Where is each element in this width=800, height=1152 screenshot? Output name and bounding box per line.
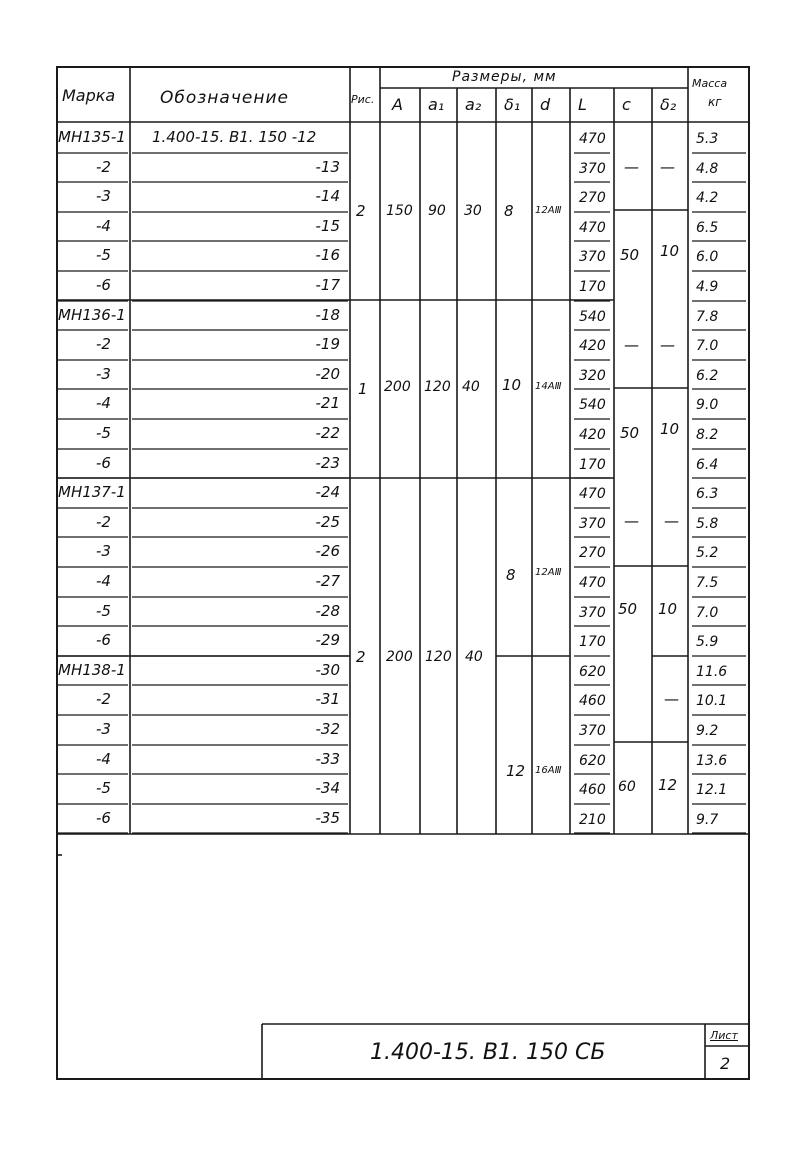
row-marka: -5	[96, 246, 111, 265]
row-oboznachenie: -32	[315, 720, 340, 738]
row-length: 420	[579, 427, 606, 443]
group-ris: 2	[356, 202, 366, 220]
row-oboznachenie: -31	[315, 690, 340, 709]
row-massa: 9.2	[696, 723, 719, 739]
row-massa: 7.8	[696, 308, 719, 325]
row-marka: -6	[96, 631, 111, 650]
row-oboznachenie: -19	[315, 335, 340, 354]
group-d: 14АⅢ	[535, 381, 562, 392]
row-oboznachenie: -27	[315, 572, 340, 590]
header-marka: Марка	[62, 86, 116, 105]
header-razmery: Размеры, мм	[452, 69, 557, 85]
row-oboznachenie: -29	[315, 631, 340, 650]
row-marka: -5	[96, 601, 111, 620]
row-marka: -6	[96, 276, 111, 294]
group-delta2: 10	[658, 600, 678, 618]
row-oboznachenie: -34	[315, 779, 340, 798]
group-c-top: —	[624, 158, 639, 176]
row-massa: 6.3	[696, 486, 719, 503]
group-delta1: 8	[506, 566, 516, 584]
row-massa: 9.7	[696, 811, 719, 828]
row-massa: 4.9	[696, 279, 719, 295]
row-massa: 5.8	[696, 515, 719, 532]
row-length: 460	[579, 782, 606, 799]
header-massa: Масса	[692, 77, 728, 90]
group-d: 12АⅢ	[535, 567, 562, 578]
row-massa: 12.1	[696, 782, 728, 799]
row-length: 460	[579, 693, 606, 710]
row-length: 270	[579, 545, 606, 562]
row-length: 620	[579, 663, 606, 680]
header-dim-3: δ₁	[504, 95, 521, 114]
row-massa: 7.0	[696, 338, 719, 355]
row-length: 470	[579, 575, 606, 591]
group-d: 16АⅢ	[535, 765, 562, 776]
group-delta2-top: —	[660, 336, 675, 354]
row-length: 470	[579, 486, 606, 503]
row-length: 370	[579, 515, 606, 532]
row-massa: 8.2	[696, 427, 719, 443]
row-oboznachenie: -26	[315, 542, 340, 561]
header-massa-unit: кг	[708, 95, 722, 109]
row-massa: 11.6	[696, 663, 728, 680]
row-marka: -5	[96, 779, 111, 798]
row-massa: 6.2	[696, 367, 719, 384]
doc-code: 1.400-15. В1. 150 СБ	[370, 1040, 606, 1065]
row-marka: -3	[96, 542, 111, 561]
row-oboznachenie: -28	[315, 601, 340, 620]
row-length: 370	[579, 160, 606, 177]
row-marka: МН136-1	[58, 305, 126, 324]
header-dim-0: А	[392, 95, 403, 114]
group-a1: 90	[428, 203, 446, 219]
row-oboznachenie: -16	[315, 246, 340, 265]
header-ris: Рис.	[351, 93, 375, 106]
row-massa: 5.3	[696, 131, 719, 147]
row-marka: -5	[96, 424, 111, 442]
row-length: 170	[579, 279, 606, 295]
group-d: 12АⅢ	[535, 205, 562, 216]
row-marka: -4	[96, 394, 111, 413]
row-massa: 6.5	[696, 219, 719, 236]
list-label: Лист	[710, 1029, 738, 1042]
row-marka: МН137-1	[58, 483, 126, 502]
row-marka: -2	[96, 512, 111, 531]
group-a1: 120	[424, 379, 451, 395]
group-ris: 2	[356, 648, 366, 666]
row-length: 420	[579, 338, 606, 355]
group-c: 60	[618, 779, 636, 795]
row-marka: -4	[96, 572, 111, 590]
row-marka: -4	[96, 216, 111, 235]
row-length: 320	[579, 367, 606, 384]
row-marka: -3	[96, 187, 111, 206]
row-length: 270	[579, 190, 606, 207]
row-massa: 4.8	[696, 160, 719, 177]
row-massa: 4.2	[696, 190, 719, 207]
group-delta2-mid: —	[664, 690, 679, 708]
group-a: 150	[386, 203, 413, 219]
row-length: 620	[579, 752, 606, 769]
group-delta2-top: —	[660, 158, 675, 176]
header-dim-5: L	[578, 95, 587, 114]
group-a2: 40	[465, 649, 483, 665]
header-dim-1: a₁	[428, 95, 445, 114]
row-marka: -6	[96, 453, 111, 472]
row-oboznachenie: -22	[315, 424, 340, 442]
row-massa: 6.4	[696, 456, 719, 473]
row-length: 210	[579, 811, 606, 828]
header-oboznachenie: Обозначение	[160, 88, 289, 108]
row-massa: 5.9	[696, 634, 719, 651]
row-oboznachenie: -33	[315, 749, 340, 768]
group-delta2: 10	[660, 420, 680, 438]
row-marka: -2	[96, 157, 111, 176]
group-c: 50	[620, 246, 640, 264]
group-c-top: —	[624, 336, 639, 354]
list-number: 2	[720, 1054, 731, 1073]
row-marka: -3	[96, 364, 111, 383]
row-length: 170	[579, 634, 606, 651]
row-massa: 7.5	[696, 575, 719, 591]
row-length: 370	[579, 723, 606, 739]
row-oboznachenie: -15	[315, 216, 340, 235]
row-massa: 9.0	[696, 397, 719, 414]
row-length: 540	[579, 397, 606, 414]
group-a: 200	[384, 379, 411, 395]
group-delta1: 10	[502, 376, 522, 394]
group-c: 50	[620, 424, 640, 442]
row-marka: -3	[96, 720, 111, 738]
row-oboznachenie: -18	[315, 305, 340, 324]
row-oboznachenie: -23	[315, 453, 340, 472]
row-oboznachenie: 1.400-15. В1. 150 -12	[152, 128, 317, 146]
row-length: 370	[579, 604, 606, 621]
row-marka: МН138-1	[58, 660, 126, 679]
group-a2: 30	[464, 203, 482, 219]
row-length: 540	[579, 308, 606, 325]
row-massa: 13.6	[696, 752, 728, 769]
row-oboznachenie: -30	[315, 660, 340, 679]
group-c-top: —	[624, 512, 639, 530]
row-massa: 5.2	[696, 545, 719, 562]
row-marka: -2	[96, 335, 111, 354]
group-a2: 40	[462, 379, 480, 395]
row-oboznachenie: -35	[315, 808, 340, 827]
header-dim-2: a₂	[465, 95, 482, 114]
group-c: 50	[618, 600, 638, 618]
row-massa: 10.1	[696, 693, 728, 710]
group-delta2: 12	[658, 776, 678, 794]
group-delta2: 10	[660, 242, 680, 260]
row-length: 470	[579, 219, 606, 236]
group-ris: 1	[358, 380, 368, 398]
group-delta1: 12	[506, 762, 526, 780]
row-length: 370	[579, 249, 606, 266]
row-oboznachenie: -20	[315, 364, 340, 383]
group-delta2-top: —	[664, 512, 679, 530]
row-marka: МН135-1	[58, 128, 126, 146]
row-marka: -2	[96, 690, 111, 709]
group-a1: 120	[425, 649, 452, 665]
group-a: 200	[386, 649, 413, 665]
row-marka: -6	[96, 808, 111, 827]
row-massa: 6.0	[696, 249, 719, 266]
row-oboznachenie: -21	[315, 394, 340, 413]
row-length: 170	[579, 456, 606, 473]
row-oboznachenie: -17	[315, 276, 340, 294]
row-massa: 7.0	[696, 604, 719, 621]
row-oboznachenie: -14	[315, 187, 340, 206]
header-dim-6: c	[622, 95, 631, 114]
row-oboznachenie: -25	[315, 512, 340, 531]
header-dim-7: δ₂	[660, 95, 677, 114]
header-dim-4: d	[540, 95, 551, 114]
row-marka: -4	[96, 749, 111, 768]
row-oboznachenie: -24	[315, 483, 340, 502]
group-delta1: 8	[504, 202, 514, 220]
row-oboznachenie: -13	[315, 157, 340, 176]
row-length: 470	[579, 131, 606, 147]
